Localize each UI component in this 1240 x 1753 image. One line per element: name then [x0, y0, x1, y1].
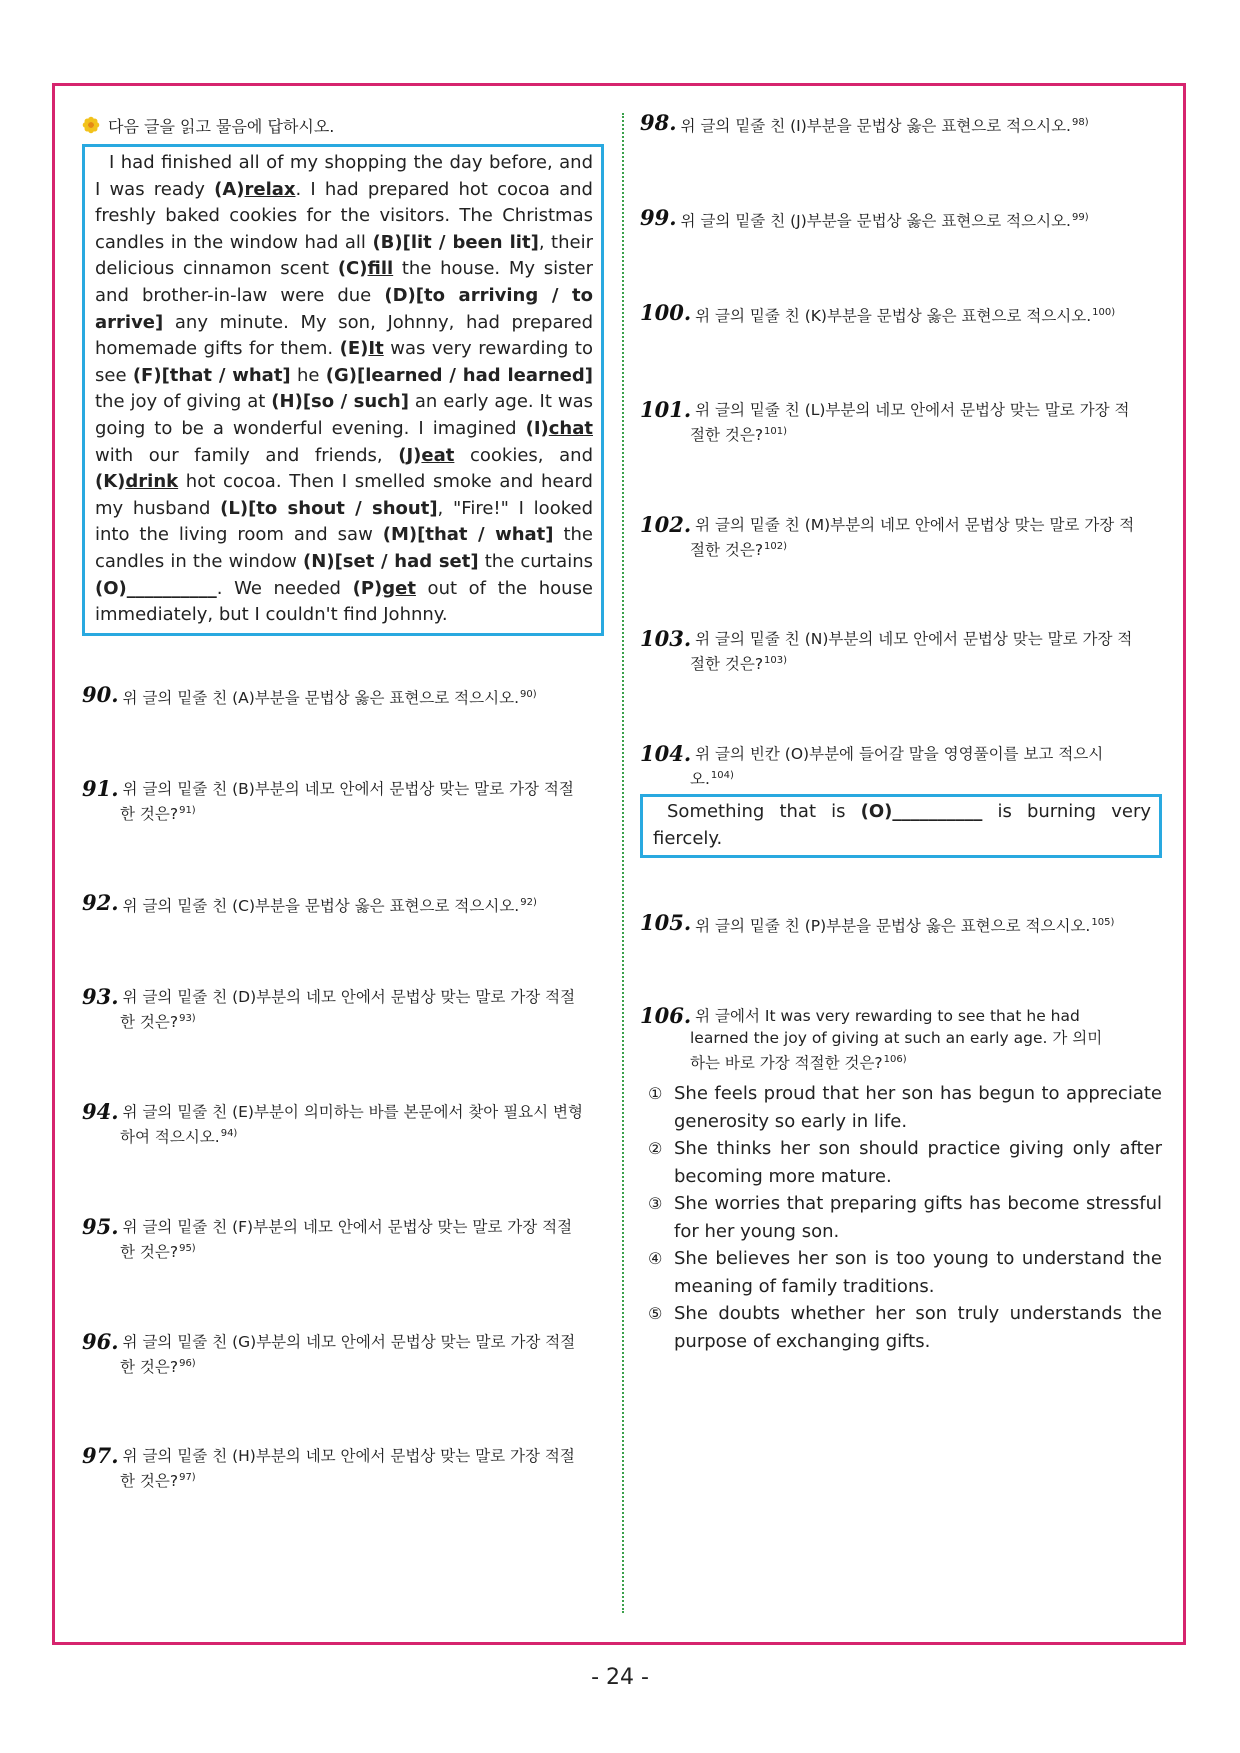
- choice-3[interactable]: ③ She worries that preparing gifts has become stressful for her young son.: [648, 1193, 1162, 1242]
- question-101: 101. 위 글의 밑줄 친 (L)부분의 네모 안에서 문법상 맞는 말로 가장 적 절한 것은?$^{101)}$: [640, 397, 1130, 445]
- question-95: 95. 위 글의 밑줄 친 (F)부분의 네모 안에서 문법상 맞는 말로 가장 적절 한 것은?$^{95)}$: [82, 1214, 573, 1262]
- question-105: 105. 위 글의 밑줄 친 (P)부분을 문법상 옳은 표현으로 적으시오.$^{105)}$: [640, 910, 1115, 936]
- question-100: 100. 위 글의 밑줄 친 (K)부분을 문법상 옳은 표현으로 적으시오.$^{100)}$: [640, 300, 1116, 326]
- left-column: [82, 112, 604, 1491]
- question-93: 93. 위 글의 밑줄 친 (D)부분의 네모 안에서 문법상 맞는 말로 가장 적절 한 것은?$^{93)}$: [82, 984, 576, 1032]
- column-divider: [622, 113, 624, 1613]
- question-104: 104. 위 글의 빈칸 (O)부분에 들어갈 말을 영영풀이를 보고 적으시 오.$^{104)}$ Something that is (O)__________ is burning very fiercely.: [640, 743, 1162, 858]
- question-92: 92. 위 글의 밑줄 친 (C)부분을 문법상 옳은 표현으로 적으시오.$^{92)}$: [82, 890, 537, 916]
- answer-choices: [640, 1080, 1162, 1355]
- choice-4[interactable]: ④ She believes her son is too young to understand the meaning of family traditions.: [648, 1248, 1162, 1297]
- choice-5[interactable]: ⑤ She doubts whether her son truly understands the purpose of exchanging gifts.: [648, 1303, 1162, 1352]
- question-98: 98. 위 글의 밑줄 친 (I)부분을 문법상 옳은 표현으로 적으시오.$^{98)}$: [640, 110, 1089, 136]
- passage-text: I had finished all of my shopping the day before, and I was ready (A)relax. I had prepared hot cocoa and freshly baked cookies for the visitors. The Christmas candles in the window had all (B)[lit / been lit], their delicious cinnamon scent (C)fill the house. My sister and brother-in-law were due (D)[to arriving / to arrive] any minute. My son, Johnny, had prepared homemade gifts for them. (E)It was very rewarding to see (F)[that / what] he (G)[learned / had learned] the joy of giving at (H)[so / such] an early age. It was going to be a wonderful evening. I imagined (I)chat with our family and friends, (J)eat cookies, and (K)drink hot cocoa. Then I smelled smoke and heard my husband (L)[to shout / shout], "Fire!" I looked into the living room and saw (M)[that / what] the candles in the window (N)[set / had set] the curtains (O)__________. We needed (P)get out of the house immediately, but I couldn't find Johnny.: [95, 152, 594, 626]
- choice-1[interactable]: ① She feels proud that her son has begun to appreciate generosity so early in life.: [648, 1083, 1162, 1132]
- question-97: 97. 위 글의 밑줄 친 (H)부분의 네모 안에서 문법상 맞는 말로 가장 적절 한 것은?$^{97)}$: [82, 1443, 575, 1491]
- question-96: 96. 위 글의 밑줄 친 (G)부분의 네모 안에서 문법상 맞는 말로 가장 적절 한 것은?$^{96)}$: [82, 1329, 576, 1377]
- question-91: 91. 위 글의 밑줄 친 (B)부분의 네모 안에서 문법상 맞는 말로 가장 적절 한 것은?$^{91)}$: [82, 776, 574, 824]
- page-number: - 24 -: [591, 1665, 649, 1690]
- flower-icon: [82, 116, 100, 134]
- question-99: 99. 위 글의 밑줄 친 (J)부분을 문법상 옳은 표현으로 적으시오.$^{99)}$: [640, 205, 1089, 231]
- reading-passage: [82, 144, 604, 636]
- question-94: 94. 위 글의 밑줄 친 (E)부분이 의미하는 바를 본문에서 찾아 필요시 변형 하여 적으시오.$^{94)}$: [82, 1099, 584, 1147]
- instruction: [82, 112, 604, 138]
- instruction-text: 다음 글을 읽고 물음에 답하시오.: [108, 116, 335, 136]
- question-103: 103. 위 글의 밑줄 친 (N)부분의 네모 안에서 문법상 맞는 말로 가장 적 절한 것은?$^{103)}$: [640, 626, 1133, 674]
- question-106: 106. 위 글에서 It was very rewarding to see that he had learned the joy of giving at such an early age. 가 의미 하는 바로 가장 적절한 것은?$^{106)}$ ① She feels proud that her son has begun to appreciate generosity so early in life. ② She thinks her son should practice giving only after becoming more mature. ③ She worries that preparing gifts has become stressful for her young son. ④ She believes her son is too young to understand the meaning of family traditions. ⑤ She doubts whether her son truly understands the purpose of exchanging gifts.: [640, 1005, 1162, 1355]
- question-90: 90. 위 글의 밑줄 친 (A)부분을 문법상 옳은 표현으로 적으시오.$^{90)}$: [82, 682, 537, 708]
- definition-box: Something that is (O)__________ is burning very fiercely.: [640, 794, 1162, 858]
- question-102: 102. 위 글의 밑줄 친 (M)부분의 네모 안에서 문법상 맞는 말로 가장 적 절한 것은?$^{102)}$: [640, 512, 1135, 560]
- choice-2[interactable]: ② She thinks her son should practice giving only after becoming more mature.: [648, 1138, 1162, 1187]
